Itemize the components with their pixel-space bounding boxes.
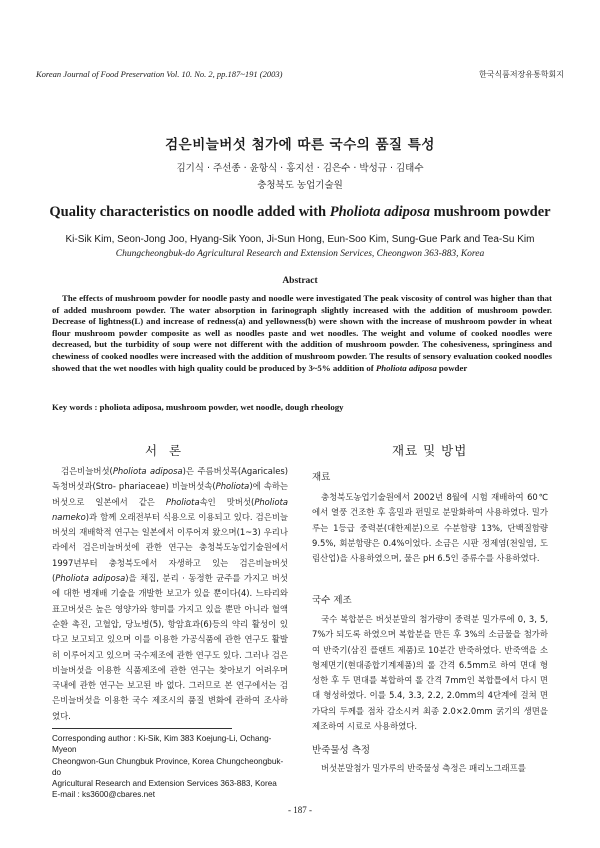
intro-column [52,464,288,724]
abstract-heading: Abstract [282,276,318,286]
korean-authors: 김기식 · 주선종 · 윤항식 · 홍지선 · 김은수 · 박성규 · 김태수 [176,163,424,174]
abstract-body: The effects of mushroom powder for noodle pasty and noodle were investigated The peak viscosity of control was higher than that of added mushroom powder. The water absorption in farinograph slightly increased with the addition of mushroom powder. Decrease of lightness(L) and increase of redness(a) and yellowness(b) were shown with the increase of mushroom powder in wheat flour mushroom powder composite as well as noodles paste and wet noodles. The weight and volume of cooked noodles were decreased, but the turbidity of soup were not different with the addition of mushroom powder. The cohesiveness, springiness and chewiness of cooked noodles were increased with the addition of mushroom powder. The results of sensory evaluation cooked noodles showed that the wet noodles with high quality could be produced by 3~5% addition of Pholiota adiposa powder [52,293,552,373]
footnote-line: Cheongwon-Gun Chungbuk Province, Korea Chungcheongbuk-do [52,756,284,777]
korean-title: 검은비늘버섯 첨가에 따른 국수의 품질 특성 [165,137,435,153]
intro-paragraph: 검은비늘버섯(Pholiota adiposa)은 주름버섯목(Agaricales) 독청버섯과(Stro- phariaceae) 비늘버섯속(Pholiota)에 속하는 버섯으로 일본에서 같은 Pholiota속인 맛버섯(Pholiota nameko)과 함께 오래전부터 식용으로 이용되고 있다. 검은비늘 버섯의 재배학적 연구는 일본에서 이루어져 왔으며(1~3) 우리나라에서 검은비늘버섯에 관한 연구는 충청북도농업기술원에서 1997년부터 충청북도에서 자생하고 있는 검은비늘버섯(Pholiota adiposa)을 채집, 분리 · 동정한 균주를 가지고 버섯에 대한 병재배 기술을 개발한 보고가 있을 뿐이다(4). 느타리와 표고버섯은 높은 영양가와 향미를 가지고 있을 뿐만 아니라 혈액순환 촉진, 고혈압, 당뇨병(5), 항암효과(6)등의 약리 활성이 있다고 보고되고 있으며 이를 이용한 가공식품에 관한 연구도 활발히 이루어지고 있으며 국수제조에 관한 연구도 있다. 그러나 검은비늘버섯을 이용한 식품제조에 관한 연구는 찾아보기 어려우며 국내에 관한 연구는 보고된 바 없다. 그러므로 본 연구에서는 검은비늘버섯을 이용한 국수 제조시의 품질 변화에 관하여 조사하였다. [52,466,288,721]
keywords: Key words : pholiota adiposa, mushroom powder, wet noodle, dough rheology [52,402,344,412]
english-affiliation: Chungcheongbuk-do Agricultural Research and Extension Services, Cheongwon 363-883, Korea [115,249,485,259]
page-number: - 187 - [288,805,312,815]
noodle-text: 국수 복합분은 버섯분말의 첨가량이 중력분 밀가루에 0, 3, 5, 7%가 되도록 하였으며 복합분을 만든 후 3%의 소금물을 첨가하여 반죽기(삼진 플랜트 제품)로 10분간 반죽하였다. 반죽액을 소형제면기(현대종합기계제품)의 롤 간격 6.5mm로 하여 면대 형성한 후 두 면대를 복합하여 롤 간격 7mm인 복합틀에서 다시 면대 형성하였다. 이를 5.4, 3.3, 2.2, 2.0mm의 4단계에 걸쳐 면가닥의 두께를 점차 감소시켜 최종 2.0×2.0mm 굵기의 생면을 제조하여 시료로 사용하였다. [312,614,548,732]
intro-heading: 서 론 [145,443,186,458]
materials-text: 충청북도농업기술원에서 2002년 8월에 시험 재배하여 60℃에서 열풍 건조한 후 홈밀과 펀밀로 분말화하여 사용하였다. 밀가루는 1등급 중력분(대한제분)으로 수분함량 13%, 단백질함량 9.5%, 회분함량은 0.4%이었다. 소금은 시판 정제염(천일염, 도림산업)을 사용하였으며, 물은 pH 6.5인 증류수를 사용하였다. [312,492,548,564]
noodle-subheading: 국수 제조 [312,595,352,606]
materials-subheading: 재료 [312,472,331,483]
society-name: 한국식품저장유통학회지 [478,70,564,79]
footnote [52,733,288,801]
methods-heading: 재료 및 방법 [392,443,468,458]
footnote-rule [52,728,232,729]
footnote-line: Agricultural Research and Extension Services 363-883, Korea [52,779,277,789]
english-authors: Ki-Sik Kim, Seon-Jong Joo, Hyang-Sik Yoon, Ji-Sun Hong, Eun-Soo Kim, Sung-Gue Park and Tea-Su Kim [65,234,535,245]
dough-text: 버섯분말첨가 밀가루의 반죽물성 측정은 패리노그래프를 [321,763,526,773]
footnote-line: Corresponding author : Ki-Sik, Kim 383 Koejung-Li, Ochang-Myeon [52,734,272,755]
dough-subheading: 반죽물성 측정 [312,745,371,756]
english-title: Quality characteristics on noodle added with Pholiota adiposa mushroom powder [49,204,551,220]
korean-affiliation: 충청북도 농업기술원 [257,180,343,191]
journal-citation: Korean Journal of Food Preservation Vol. 10. No. 2, pp.187~191 (2003) [36,69,283,79]
footnote-email: E-mail : ks3600@cbares.net [52,790,155,800]
